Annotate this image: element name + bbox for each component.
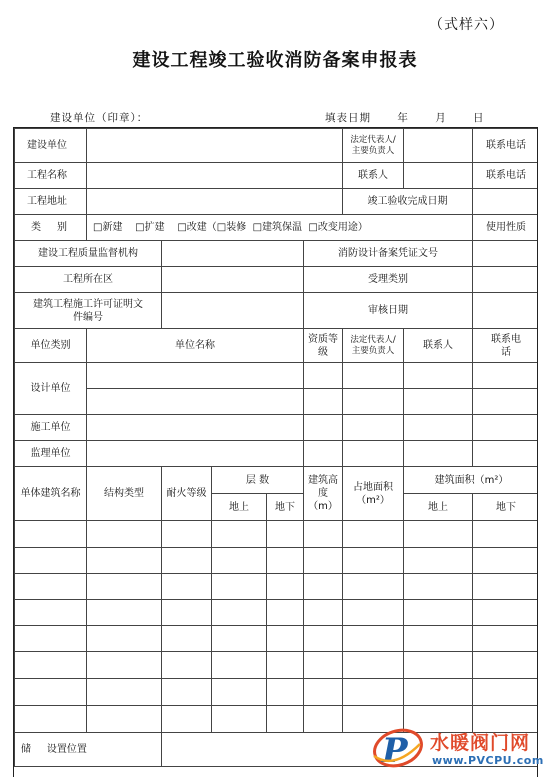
label-contact-phone-2: 联系电话 [473, 163, 539, 189]
cell[interactable] [267, 574, 304, 600]
row-category [15, 215, 539, 241]
row-project-address [15, 189, 539, 215]
table-row [15, 574, 539, 600]
cell[interactable] [343, 600, 404, 626]
cell[interactable] [212, 600, 267, 626]
label-design-unit: 设计单位 [15, 363, 87, 415]
cell[interactable] [304, 652, 343, 679]
field-design-unit-rep-2[interactable] [343, 389, 404, 415]
cell[interactable] [162, 600, 212, 626]
label-project-name: 工程名称 [15, 163, 87, 189]
field-supervision-unit-rep[interactable] [343, 441, 404, 467]
cell[interactable] [473, 521, 539, 548]
row-project-district [15, 267, 539, 293]
field-supervision-unit-contact[interactable] [404, 441, 473, 467]
cell[interactable] [15, 600, 87, 626]
cell[interactable] [343, 679, 404, 706]
watermark-url: www.PVCPU.com [432, 754, 544, 767]
label-acceptance-category: 受理类别 [304, 267, 473, 293]
cell[interactable] [267, 600, 304, 626]
cell[interactable] [162, 521, 212, 548]
application-form-table [13, 127, 538, 777]
cell[interactable] [212, 652, 267, 679]
checkbox-new[interactable]: □新建 [93, 222, 123, 233]
header-qualification: 资质等级 [304, 329, 343, 363]
label-quality-supervision: 建设工程质量监督机构 [15, 241, 162, 267]
cell[interactable] [212, 626, 267, 652]
header-area-above: 地上 [404, 494, 473, 521]
cell[interactable] [212, 548, 267, 574]
field-completion-date[interactable] [473, 189, 539, 215]
field-permit-number[interactable] [162, 293, 304, 329]
header-contact-person: 联系人 [404, 329, 473, 363]
cell[interactable] [267, 548, 304, 574]
cell[interactable] [212, 679, 267, 706]
cell[interactable] [343, 521, 404, 548]
cell[interactable] [162, 706, 212, 733]
cell[interactable] [304, 548, 343, 574]
row-supervision-unit [15, 441, 539, 467]
field-design-unit-contact[interactable] [404, 363, 473, 389]
cell[interactable] [87, 679, 162, 706]
cell[interactable] [343, 548, 404, 574]
cell[interactable] [162, 679, 212, 706]
row-building-header [15, 467, 539, 494]
table-row [15, 600, 539, 626]
field-supervision-unit-phone[interactable] [473, 441, 539, 467]
cell[interactable] [87, 574, 162, 600]
cell[interactable] [87, 600, 162, 626]
cell[interactable] [87, 652, 162, 679]
header-unit-type: 单位类别 [15, 329, 87, 363]
cell[interactable] [15, 652, 87, 679]
fill-date-day: 日 [473, 112, 485, 124]
cell[interactable] [267, 521, 304, 548]
label-builder-unit: 施工单位 [15, 415, 87, 441]
label-permit-number: 建筑工程施工许可证明文 件编号 [15, 293, 162, 329]
label-category: 类 别 [15, 215, 87, 241]
cell[interactable] [473, 600, 539, 626]
label-project-district: 工程所在区 [15, 267, 162, 293]
field-project-address[interactable] [87, 189, 343, 215]
cell[interactable] [15, 626, 87, 652]
cell[interactable] [404, 521, 473, 548]
cell[interactable] [267, 626, 304, 652]
header-floors-above: 地上 [212, 494, 267, 521]
label-location: 设置位置 [46, 744, 87, 755]
cell[interactable] [212, 521, 267, 548]
row-quality-supervision [15, 241, 539, 267]
label-construction-unit: 建设单位 [15, 129, 87, 163]
cell[interactable] [473, 548, 539, 574]
header-floors: 层 数 [212, 467, 304, 494]
label-review-date: 审核日期 [304, 293, 473, 329]
label-contact-phone: 联系电话 [473, 129, 539, 163]
unit-seal-label: 建设单位（印章）： [50, 112, 149, 124]
header-floor-area: 建筑面积（m²） [404, 467, 539, 494]
checkbox-change-use[interactable]: □改变用途） [308, 222, 368, 233]
cell[interactable] [267, 652, 304, 679]
field-design-unit-name-2[interactable] [87, 389, 304, 415]
fill-date-line [325, 110, 485, 125]
row-design-unit [15, 363, 539, 389]
header-building-height: 建筑高度 （m） [304, 467, 343, 521]
cell[interactable] [267, 679, 304, 706]
cell[interactable] [473, 574, 539, 600]
header-area-below: 地下 [473, 494, 539, 521]
row-design-unit-2 [15, 389, 539, 415]
header-building-name: 单体建筑名称 [15, 467, 87, 521]
cell[interactable] [304, 626, 343, 652]
form-style-number: （式样六） [429, 17, 504, 33]
field-fire-design-record[interactable] [473, 241, 539, 267]
field-design-unit-qual-2[interactable] [304, 389, 343, 415]
field-legal-rep[interactable] [404, 129, 473, 163]
label-storage: 储 [21, 744, 31, 755]
cell[interactable] [304, 706, 343, 733]
checkbox-rebuild[interactable]: □改建（□装修 [177, 222, 247, 233]
cell[interactable] [87, 626, 162, 652]
form-grid [14, 128, 538, 767]
cell[interactable] [304, 574, 343, 600]
field-acceptance-category[interactable] [473, 267, 539, 293]
brand-logo-icon [368, 726, 426, 774]
cell[interactable] [87, 706, 162, 733]
cell[interactable] [343, 574, 404, 600]
svg-text:P: P [382, 731, 408, 771]
field-builder-unit-contact[interactable] [404, 415, 473, 441]
field-supervision-unit-qual[interactable] [304, 441, 343, 467]
watermark-brand: 水暖阀门网 [430, 732, 531, 754]
watermark [368, 722, 548, 776]
cell[interactable] [473, 652, 539, 679]
cell[interactable] [404, 626, 473, 652]
form-title: 建设工程竣工验收消防备案申报表 [132, 50, 418, 71]
header-legal-rep: 法定代表人/ 主要负责人 [343, 329, 404, 363]
row-construction-unit [15, 129, 539, 163]
header-footprint: 占地面积 （m²） [343, 467, 404, 521]
category-options [87, 215, 473, 241]
field-quality-supervision[interactable] [162, 241, 304, 267]
field-builder-unit-qual[interactable] [304, 415, 343, 441]
cell[interactable] [473, 626, 539, 652]
cell[interactable] [87, 521, 162, 548]
field-design-unit-rep[interactable] [343, 363, 404, 389]
cell[interactable] [15, 706, 87, 733]
table-row [15, 679, 539, 706]
cell[interactable] [212, 706, 267, 733]
cell[interactable] [343, 626, 404, 652]
label-supervision-unit: 监理单位 [15, 441, 87, 467]
cell[interactable] [267, 706, 304, 733]
cell[interactable] [162, 626, 212, 652]
field-design-unit-qual[interactable] [304, 363, 343, 389]
checkbox-expand[interactable]: □扩建 [135, 222, 165, 233]
field-construction-unit[interactable] [87, 129, 343, 163]
cell[interactable] [162, 652, 212, 679]
cell[interactable] [304, 679, 343, 706]
row-units-header [15, 329, 539, 363]
field-review-date[interactable] [473, 293, 539, 329]
cell[interactable] [15, 679, 87, 706]
cell[interactable] [304, 521, 343, 548]
field-design-unit-phone[interactable] [473, 363, 539, 389]
row-project-name [15, 163, 539, 189]
fill-date-year: 年 [397, 112, 409, 124]
field-design-unit-phone-2[interactable] [473, 389, 539, 415]
cell[interactable] [15, 548, 87, 574]
label-contact-person: 联系人 [343, 163, 404, 189]
cell[interactable] [404, 600, 473, 626]
row-builder-unit [15, 415, 539, 441]
field-design-unit-name[interactable] [87, 363, 304, 389]
table-row [15, 548, 539, 574]
cell[interactable] [15, 521, 87, 548]
label-legal-rep: 法定代表人/ 主要负责人 [343, 129, 404, 163]
table-row [15, 652, 539, 679]
checkbox-insulation[interactable]: □建筑保温 [252, 222, 303, 233]
fill-date-month: 月 [435, 112, 447, 124]
field-builder-unit-phone[interactable] [473, 415, 539, 441]
cell[interactable] [15, 574, 87, 600]
cell[interactable] [212, 574, 267, 600]
cell[interactable] [304, 600, 343, 626]
cell[interactable] [343, 652, 404, 679]
table-row [15, 521, 539, 548]
cell[interactable] [404, 574, 473, 600]
header-unit-name: 单位名称 [87, 329, 304, 363]
label-fire-design-record: 消防设计备案凭证文号 [304, 241, 473, 267]
table-row [15, 626, 539, 652]
field-contact-person[interactable] [404, 163, 473, 189]
row-permit-number [15, 293, 539, 329]
cell[interactable] [162, 574, 212, 600]
header-floors-below: 地下 [267, 494, 304, 521]
field-supervision-unit-name[interactable] [87, 441, 304, 467]
storage-location-cell [15, 733, 162, 767]
label-usage-nature: 使用性质 [473, 215, 539, 241]
header-contact-phone: 联系电 话 [473, 329, 539, 363]
cell[interactable] [87, 548, 162, 574]
cell[interactable] [404, 679, 473, 706]
cell[interactable] [162, 548, 212, 574]
field-builder-unit-rep[interactable] [343, 415, 404, 441]
field-builder-unit-name[interactable] [87, 415, 304, 441]
cell[interactable] [404, 652, 473, 679]
field-design-unit-contact-2[interactable] [404, 389, 473, 415]
cell[interactable] [404, 548, 473, 574]
header-structure-type: 结构类型 [87, 467, 162, 521]
label-completion-date: 竣工验收完成日期 [343, 189, 473, 215]
cell[interactable] [473, 679, 539, 706]
fill-date-label: 填表日期 [325, 112, 371, 124]
field-project-district[interactable] [162, 267, 304, 293]
field-project-name[interactable] [87, 163, 343, 189]
label-project-address: 工程地址 [15, 189, 87, 215]
header-fire-rating: 耐火等级 [162, 467, 212, 521]
